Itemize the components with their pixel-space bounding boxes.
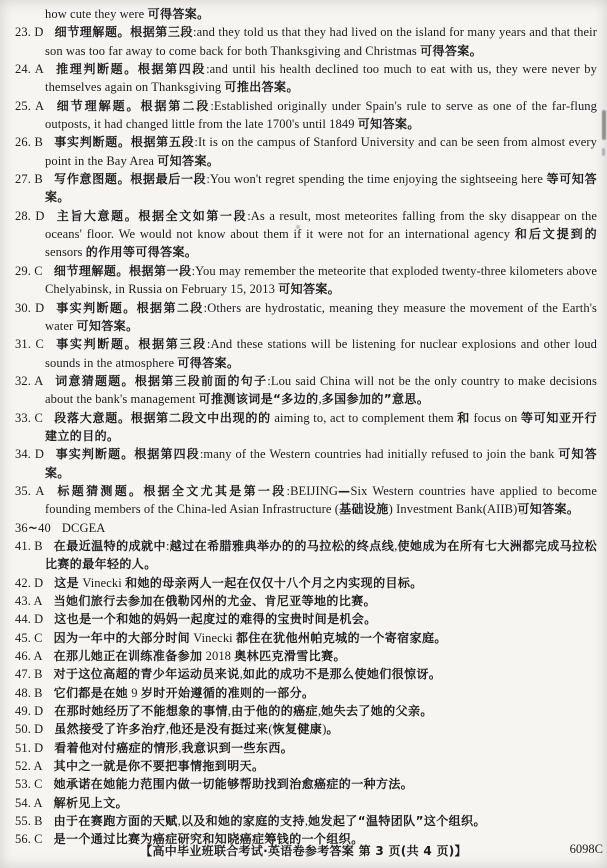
answer-text: 在最近温特的成就中:越过在希腊雅典举办的的马拉松的终点线,使她成为在所有七大洲都完成马拉松比赛的最年轻的人。: [45, 538, 598, 572]
answer-number: 45. C: [15, 630, 43, 645]
answer-text: 推理判断题。根据第四段:and until his health declined too much to eat with us, they were never by themselves again on Thanksgiving 可推出答案。: [45, 62, 597, 95]
answer-item: [15, 23, 597, 60]
answer-number: 47. B: [15, 667, 43, 682]
answer-number: 52. A: [15, 759, 43, 774]
answer-text: 在那时她经历了不能想象的事情,由于他的的癌症,她失去了她的父亲。: [54, 704, 433, 719]
answer-item: [15, 775, 597, 793]
answer-text: 细节理解题。根据第二段:Established originally under Spain's rule to serve as one of the far-flung outposts, it had changed little from the late 1700's until 1849 可知答案。: [45, 98, 597, 132]
answer-item: [15, 720, 597, 738]
answer-text: 事实判断题。根据第二段:Others are hydrostatic, meaning they measure the movement of the Earth's water 可知答案。: [45, 300, 598, 333]
answer-number: 51. D: [15, 740, 44, 755]
answer-number: 34. D: [15, 447, 44, 462]
answer-text: 细节理解题。根据第三段:and they told us that they had lived on the island for many years and that their son was too far away to come back for both Thanksgiving and Christmas 可得答案。: [45, 25, 597, 58]
answer-text: 在那儿她正在训练准备参加 2018 奥林匹克滑雪比赛。: [53, 649, 346, 664]
answer-number: 41. B: [15, 538, 43, 553]
answer-item: [15, 409, 598, 446]
answer-number: 43. A: [15, 594, 43, 608]
answer-number: 44. D: [15, 612, 44, 627]
answer-item: [15, 629, 597, 647]
answer-text: 是一个通过比赛为癌症研究和知晓癌症筹钱的一个组织。: [53, 832, 364, 847]
answer-number: 29. C: [15, 263, 43, 278]
answer-number: 55. B: [15, 814, 43, 829]
answer-text: 事实判断题。根据第四段:many of the Western countries had initially refused to join the bank 可知答案。: [45, 447, 597, 480]
answer-number: 27. B: [15, 172, 43, 187]
answer-item: [15, 812, 597, 830]
answer-text: 看着他对付癌症的情形,我意识到一些东西。: [54, 740, 294, 755]
answer-item: [15, 592, 597, 610]
answer-number: 30. D: [15, 300, 45, 315]
answer-text: 这也是一个和她的妈妈一起度过的难得的宝贵时间是机会。: [54, 612, 377, 627]
answer-number: 33. C: [15, 410, 43, 425]
answer-item: [15, 207, 597, 262]
answer-number: 56. C: [15, 832, 43, 847]
answer-item: [15, 372, 597, 409]
answer-text: 因为一年中的大部分时间 Vinecki 都住在犹他州帕克城的一个寄宿家庭。: [53, 630, 447, 645]
answer-text: 虽然接受了许多治疗,他还是没有挺过来(恢复健康)。: [54, 722, 339, 737]
answer-number: 35. A: [15, 483, 45, 498]
answer-item: [15, 133, 598, 170]
answer-text: 主旨大意题。根据全文如第一段:As a result, most meteorites falling from the sky disappear on the oceans' floor. We would not know about them if it were not for an international agency 和后文提到的 sensors 的作用等可得答案。: [45, 208, 597, 260]
answer-number: 42. D: [15, 575, 44, 590]
answer-number: 36~40: [15, 520, 51, 535]
answer-text: 她承诺在她能力范围内做一切能够帮助找到治愈癌症的一种方法。: [53, 777, 414, 792]
page-code: 6098C: [569, 842, 603, 856]
answer-item: [15, 574, 597, 592]
answer-item: [15, 262, 598, 299]
answer-text: 解析见上文。: [53, 795, 128, 810]
answer-number: 26. B: [15, 135, 43, 150]
answer-number: 23. D: [15, 25, 44, 40]
answer-item: [15, 610, 597, 628]
answer-item: [15, 739, 597, 757]
answer-number: 46. A: [15, 649, 43, 664]
answer-text: 词意猜题题。根据第三段前面的句子:Lou said China will not be the only country to make decisions about the bank's management 可推测该词是“多边的,多国参加的”意思。: [45, 373, 597, 407]
answer-number: 25. A: [15, 98, 45, 113]
scan-artifact: [602, 110, 606, 140]
answer-text: 其中之一就是你不要把事情拖到明天。: [53, 759, 265, 774]
answer-item: [15, 170, 597, 207]
answer-text: 当她们旅行去参加在俄勒冈州的尤金、肯尼亚等地的比赛。: [53, 594, 376, 608]
answer-item: [15, 794, 597, 812]
answer-item: [15, 647, 597, 665]
answer-item: [15, 299, 598, 336]
answer-number: 28. D: [15, 208, 45, 223]
answer-item: [15, 665, 597, 683]
answer-text: DCGEA: [61, 520, 106, 535]
answer-number: 49. D: [15, 704, 44, 719]
page-footer: [0, 842, 607, 862]
answer-list: [15, 5, 598, 847]
answer-text: 写作意图题。根据最后一段:You won't regret spending the time enjoying the sightseeing here 等可知答案。: [45, 172, 597, 205]
answer-text: 段落大意题。根据第二段文中出现的的 aiming to, act to complement them 和 focus on 等可知亚开行建立的目的。: [45, 410, 598, 443]
continuation-text: how cute they were 可得答案。: [45, 7, 210, 21]
answer-item: [15, 445, 597, 482]
answer-number: 31. C: [15, 337, 44, 352]
answer-item: [15, 684, 597, 702]
answer-number: 53. C: [15, 777, 43, 792]
answer-item: [15, 482, 598, 519]
answer-text: 对于这位高超的青少年运动员来说,如此的成功不是那么使她们很惊讶。: [53, 667, 442, 682]
answer-text: 它们都是在她 9 岁时开始遵循的准则的一部分。: [53, 685, 315, 700]
answer-item: [15, 60, 597, 97]
answer-text: 细节理解题。根据第一段:You may remember the meteorite that exploded twenty-three kilometers above Chelyabinsk, in Russia on February 15, 2013 可知答案。: [45, 263, 598, 297]
answer-text: 标题猜测题。根据全文尤其是第一段:BEIJING—Six Western countries have applied to become founding members of the China-led Asian Infrastructure (基础设施) Investment Bank(AIIB)可知答案。: [45, 483, 598, 517]
answer-item: [15, 757, 597, 775]
answer-number: 50. D: [15, 722, 44, 737]
answer-number: 54. A: [15, 795, 43, 810]
answer-number: 24. A: [15, 62, 44, 77]
answer-text: 这是 Vinecki 和她的母亲两人一起在仅仅十八个月之内实现的目标。: [54, 575, 423, 590]
answer-text: 事实判断题。根据第三段:And these stations will be listening for nuclear explosions and other loud sounds in the atmosphere 可得答案。: [45, 337, 597, 370]
answer-number: 48. B: [15, 685, 43, 700]
answer-item: [15, 97, 597, 134]
answer-item: [15, 537, 598, 574]
answer-text: 由于在赛跑方面的天赋,以及和她的家庭的支持,她发起了“温特团队”这个组织。: [53, 814, 486, 829]
answer-number: 32. A: [15, 373, 44, 388]
footer-title: 【高中毕业班联合考试·英语卷参考答案 第 3 页(共 4 页)】: [140, 844, 467, 858]
answer-text: 事实判断题。根据第五段:It is on the campus of Stanford University and can be seen from almost every point in the Bay Area 可知答案。: [45, 135, 598, 168]
answer-item: [15, 519, 597, 537]
scan-artifact: [602, 148, 605, 156]
answer-item: [15, 702, 597, 720]
answer-item: [15, 335, 597, 372]
